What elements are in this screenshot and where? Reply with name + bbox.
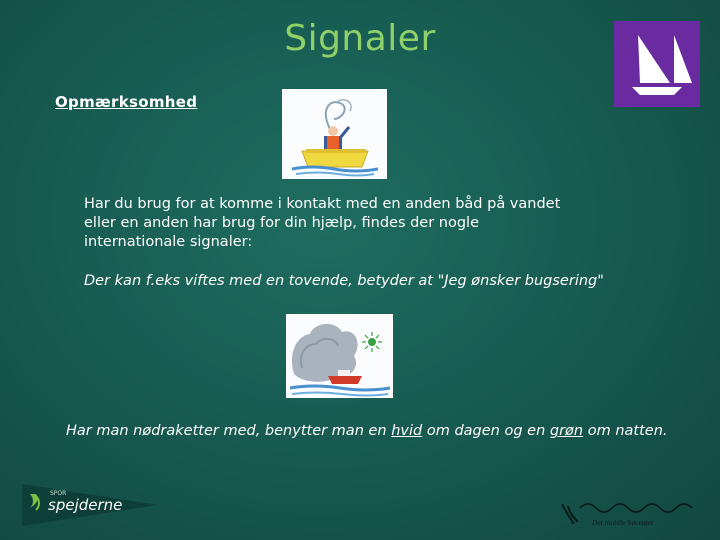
green-highlight: grøn [549, 423, 584, 439]
rocket-paragraph [66, 422, 706, 441]
towing-paragraph: Der kan f.eks viftes med en tovende, betyder at "Jeg ønsker bugsering" [84, 273, 604, 289]
white-highlight: hvid [391, 423, 423, 439]
waving-person-illustration [282, 89, 387, 179]
logo-small-text: SPOR [50, 490, 67, 497]
rocket-signal-illustration [286, 314, 393, 398]
slide-title: Signaler [284, 18, 436, 59]
rocket-text-1: Har man nødraketter med, benytter man en [66, 423, 392, 439]
intro-paragraph: Har du brug for at komme i kontakt med en anden båd på vandet eller en anden har brug for din hjælp, findes der nogle internationale signaler: [84, 196, 561, 250]
section-heading: Opmærksomhed [55, 93, 198, 111]
spejderne-logo [22, 482, 162, 528]
rocket-text-2: om dagen og en [422, 423, 550, 439]
logo-text: spejderne [48, 496, 123, 514]
mobile-sea-center-label: Det mobile Søcenter [592, 518, 654, 527]
sailboat-icon [614, 21, 700, 107]
sailboat-logo [614, 21, 700, 107]
rocket-text-3: om natten. [583, 423, 668, 439]
